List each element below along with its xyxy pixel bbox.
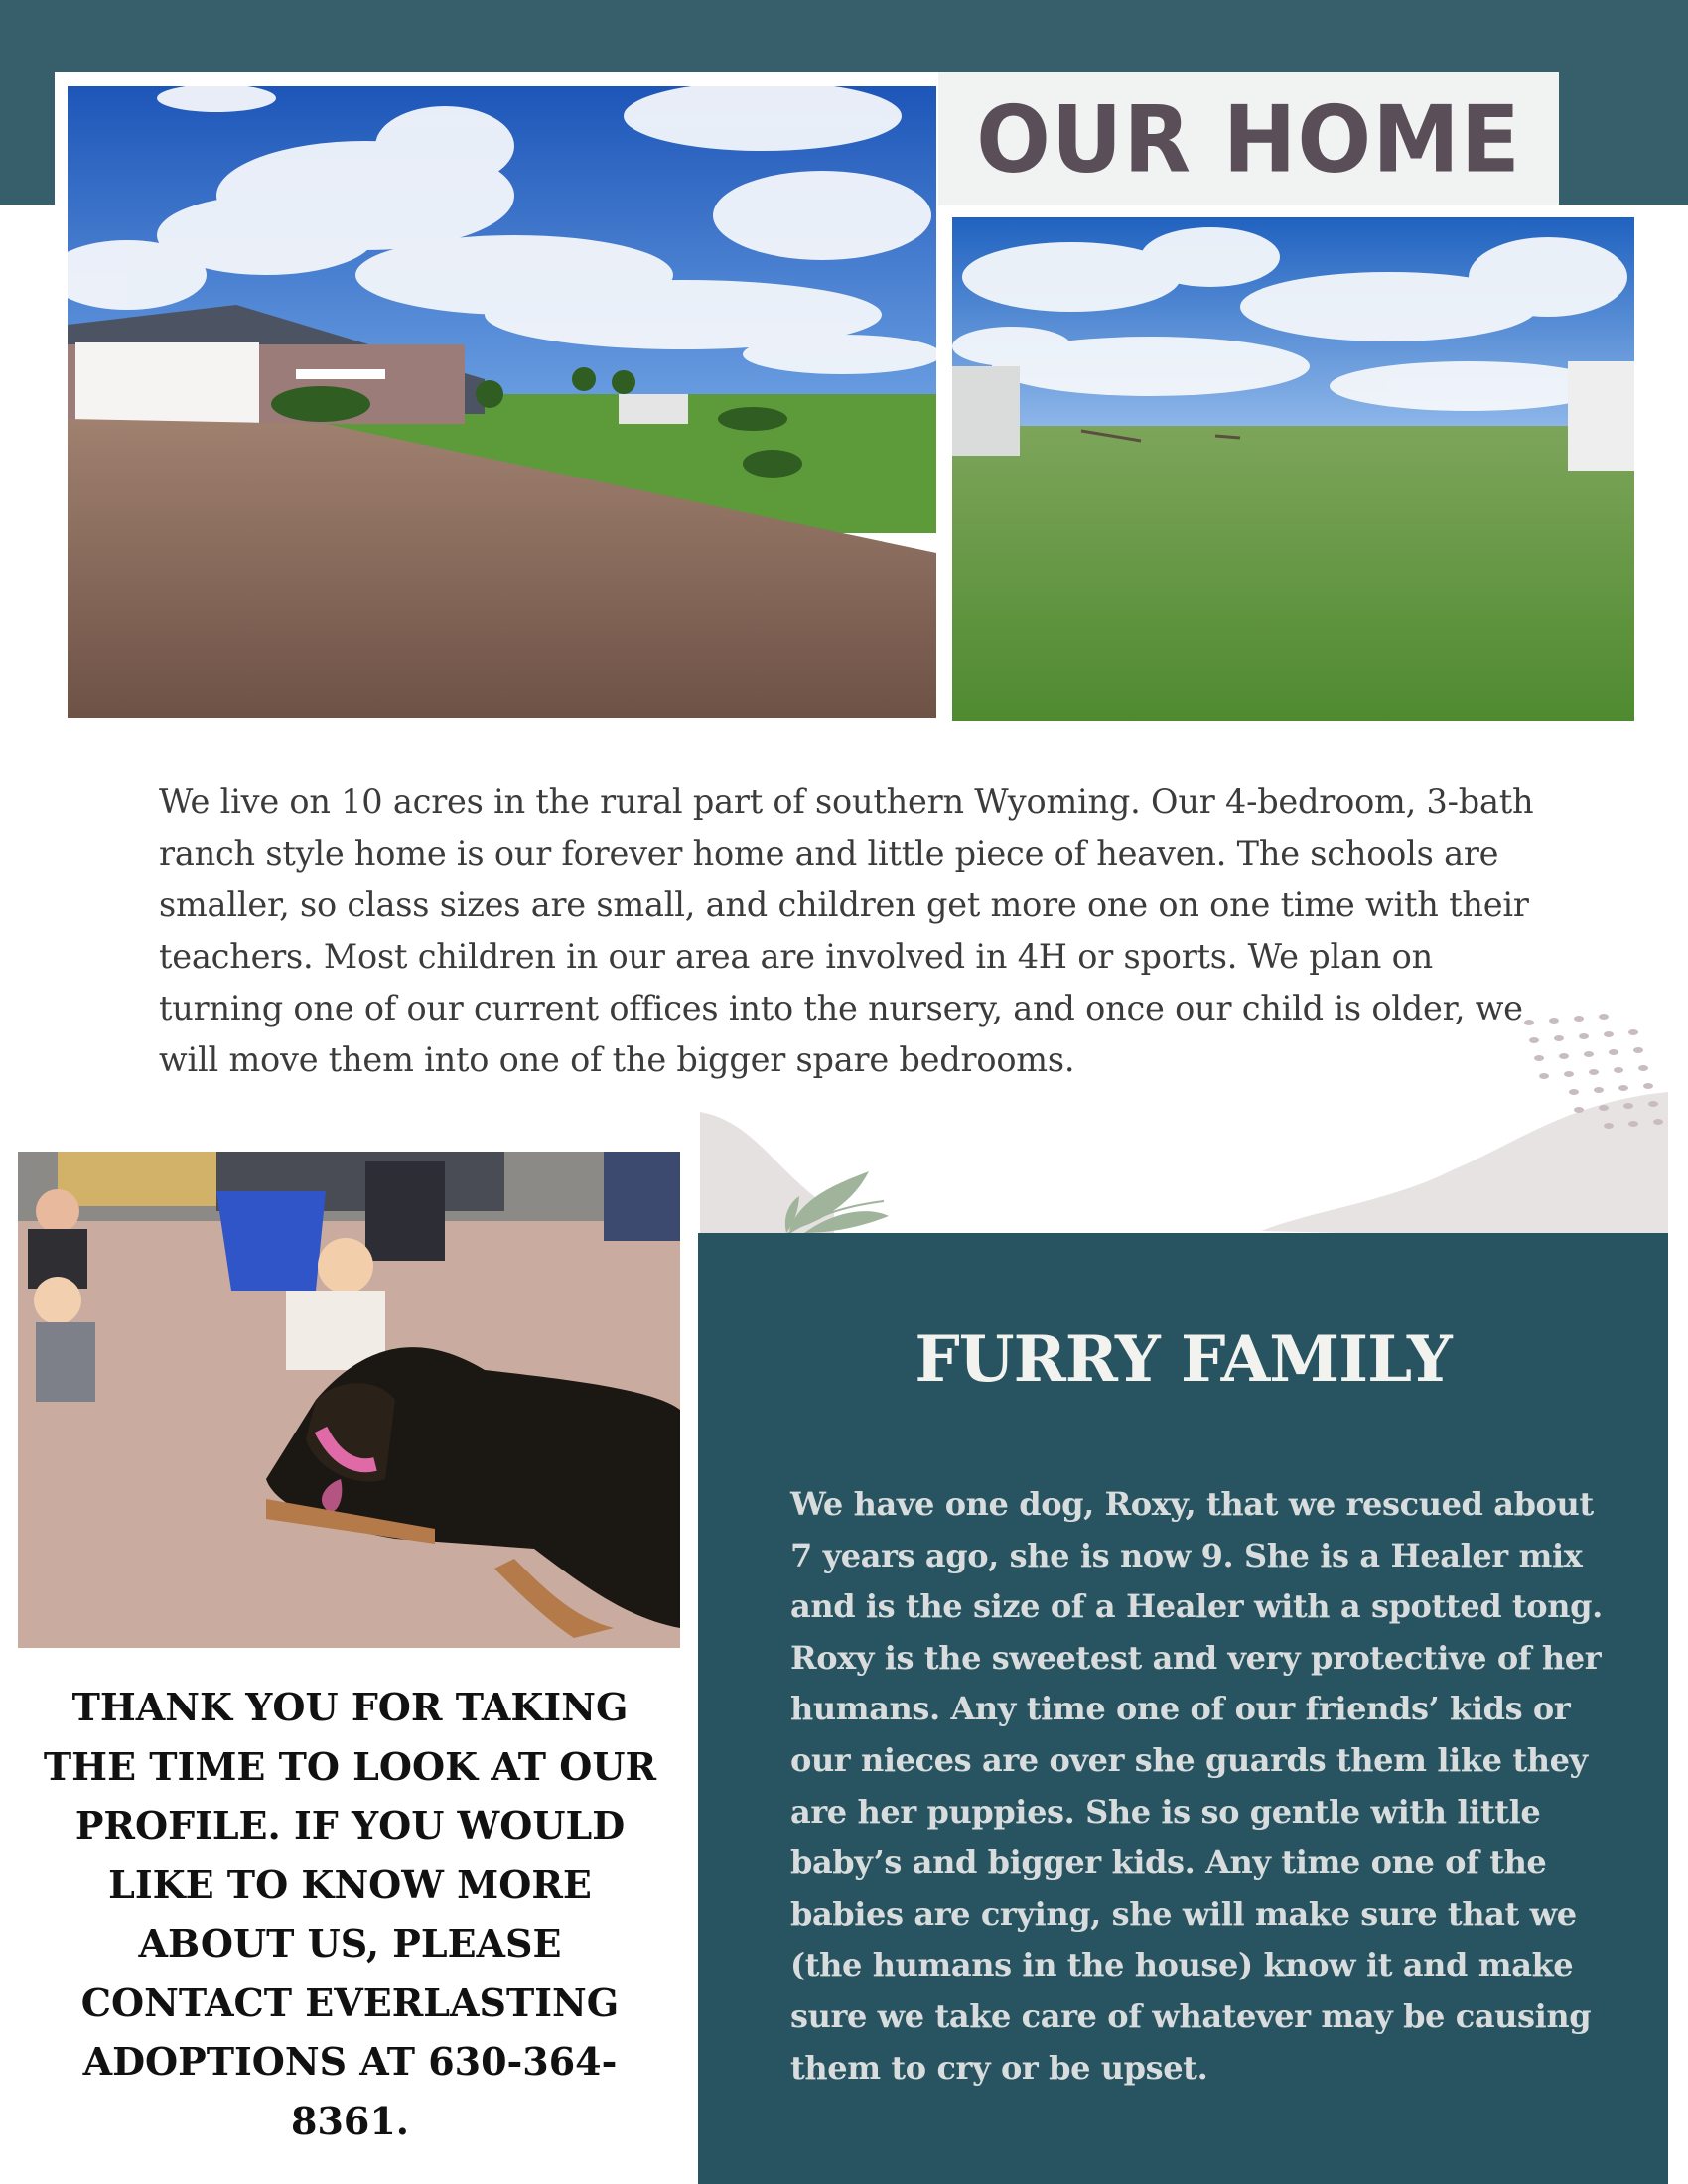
field-photo: [952, 217, 1634, 721]
furry-family-heading: FURRY FAMILY: [914, 1322, 1452, 1397]
house-photo: [68, 86, 936, 718]
intro-paragraph: We live on 10 acres in the rural part of southern Wyoming. Our 4-bedroom, 3-bath ranch style home is our forever home and little piece of heaven. The schools are smaller, so class sizes are small, and children get more one on one time with their teachers. Most children in our area are involved in 4H or sports. We plan on turning one of our current offices into the nursery, and once our child is older, we will move them into one of the bigger spare bedrooms.: [159, 782, 1534, 1079]
furry-family-panel: [698, 1233, 1668, 2184]
closing-message: THANK YOU FOR TAKING THE TIME TO LOOK AT OUR PROFILE. IF YOU WOULD LIKE TO KNOW MORE ABOUT US, PLEASE CONTACT EVERLASTING ADOPTIONS AT 630-364-8361.: [43, 1685, 657, 2143]
family-dog-photo: [18, 1152, 680, 1648]
furry-family-text: We have one dog, Roxy, that we rescued about 7 years ago, she is now 9. She is a Healer mix and is the size of a Healer with a spotted tong. Roxy is the sweetest and very protective of her humans. Any time one of our friends’ kids or our nieces are over she guards them like they are her puppies. She is so gentle with little baby’s and bigger kids. Any time one of the babies are crying, she will make sure that we (the humans in the house) know it and make sure we take care of whatever may be causing them to cry or be upset.: [790, 1485, 1603, 2087]
decorative-shapes: [695, 1013, 1668, 1241]
page-title: OUR HOME: [976, 84, 1521, 194]
title-box: [938, 72, 1559, 205]
